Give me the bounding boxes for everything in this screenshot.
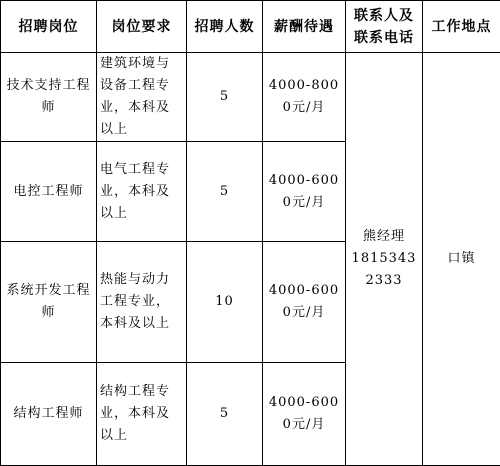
count-cell: 5 bbox=[187, 363, 263, 466]
table-row bbox=[1, 53, 500, 142]
contact-phone: 18153432333 bbox=[349, 248, 419, 292]
count-cell: 5 bbox=[187, 142, 263, 242]
header-salary: 薪酬待遇 bbox=[263, 1, 346, 53]
contact-cell bbox=[346, 53, 423, 466]
requirement-cell: 结构工程专业，本科及以上 bbox=[97, 363, 187, 466]
requirement-cell: 建筑环境与设备工程专业，本科及以上 bbox=[97, 53, 187, 142]
salary-cell: 4000-8000元/月 bbox=[263, 53, 346, 142]
position-cell: 结构工程师 bbox=[1, 363, 97, 466]
header-row bbox=[1, 1, 500, 53]
requirement-cell: 热能与动力工程专业，本科及以上 bbox=[97, 242, 187, 363]
contact-name: 熊经理 bbox=[349, 226, 419, 248]
position-cell: 技术支持工程师 bbox=[1, 53, 97, 142]
header-count: 招聘人数 bbox=[187, 1, 263, 53]
header-requirement: 岗位要求 bbox=[97, 1, 187, 53]
header-contact: 联系人及 联系电话 bbox=[346, 1, 423, 53]
location-cell: 口镇 bbox=[423, 53, 500, 466]
position-cell: 系统开发工程师 bbox=[1, 242, 97, 363]
header-position: 招聘岗位 bbox=[1, 1, 97, 53]
count-cell: 10 bbox=[187, 242, 263, 363]
salary-cell: 4000-6000元/月 bbox=[263, 142, 346, 242]
salary-cell: 4000-6000元/月 bbox=[263, 242, 346, 363]
count-cell: 5 bbox=[187, 53, 263, 142]
position-cell: 电控工程师 bbox=[1, 142, 97, 242]
salary-cell: 4000-6000元/月 bbox=[263, 363, 346, 466]
requirement-cell: 电气工程专业，本科及以上 bbox=[97, 142, 187, 242]
header-location: 工作地点 bbox=[423, 1, 500, 53]
